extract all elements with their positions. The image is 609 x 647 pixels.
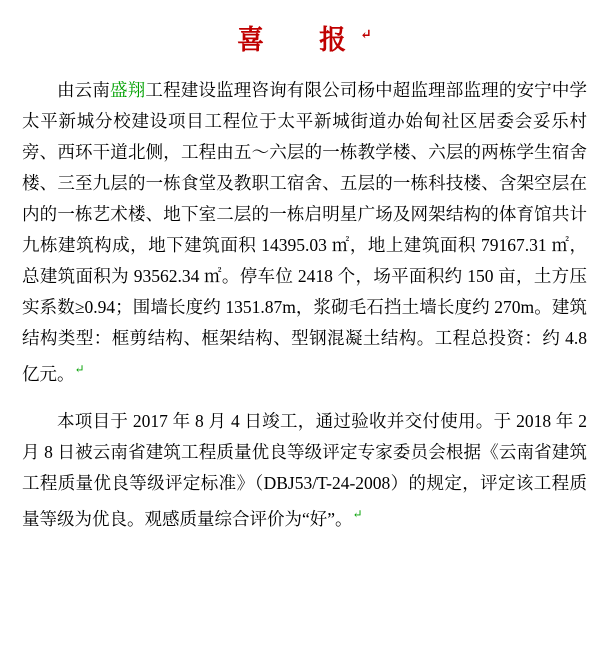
- paragraph-mark-icon: ↵: [360, 28, 372, 43]
- paragraph-1-part-2: 工程建设监理咨询有限公司杨中超监理部监理的安宁中学太平新城分校建设项目工程位于太平新城街道办始甸社区居委会妥乐村旁、西环干道北侧，工程由五～六层的一栋教学楼、六层的两栋学生宿舍楼、三至九层的一栋食堂及教职工宿舍、五层的一栋科技楼、含架空层在内的一栋艺术楼、地下室二层的一栋启明星广场及网架结构的体育馆共计九栋建筑构成，地下建筑面积 14395.03 ㎡，地上建筑面积 79167.31 ㎡，总建筑面积为 93562.34 ㎡。停车位 2418 个，场平面积约 150 亩，土方压实系数≥0.94；围墙长度约 1351.87m，浆砌毛石挡土墙长度约 270m。建筑结构类型：框剪结构、框架结构、型钢混凝土结构。工程总投资：约 4.8 亿元。: [22, 80, 588, 384]
- paragraph-mark-icon: ↵: [74, 362, 85, 376]
- paragraph-2-text: 本项目于 2017 年 8 月 4 日竣工，通过验收并交付使用。于 2018 年 2 月 8 日被云南省建筑工程质量优良等级评定专家委员会根据《云南省建筑工程质量优良等级评定标准》（DBJ53/T-24-2008）的规定，评定该工程质量等级为优良。观感质量综合评价为“好”。: [22, 410, 587, 529]
- company-name-highlight: 盛翔: [110, 80, 146, 100]
- paragraph-mark-icon: ↵: [352, 506, 363, 521]
- paragraph-spacer: [22, 396, 587, 406]
- page-title-text: 喜 报: [237, 25, 361, 55]
- paragraph-1-part-1: 由云南: [57, 80, 111, 100]
- page-title: [22, 18, 587, 57]
- paragraph-1: [22, 75, 587, 390]
- paragraph-2: [22, 406, 587, 535]
